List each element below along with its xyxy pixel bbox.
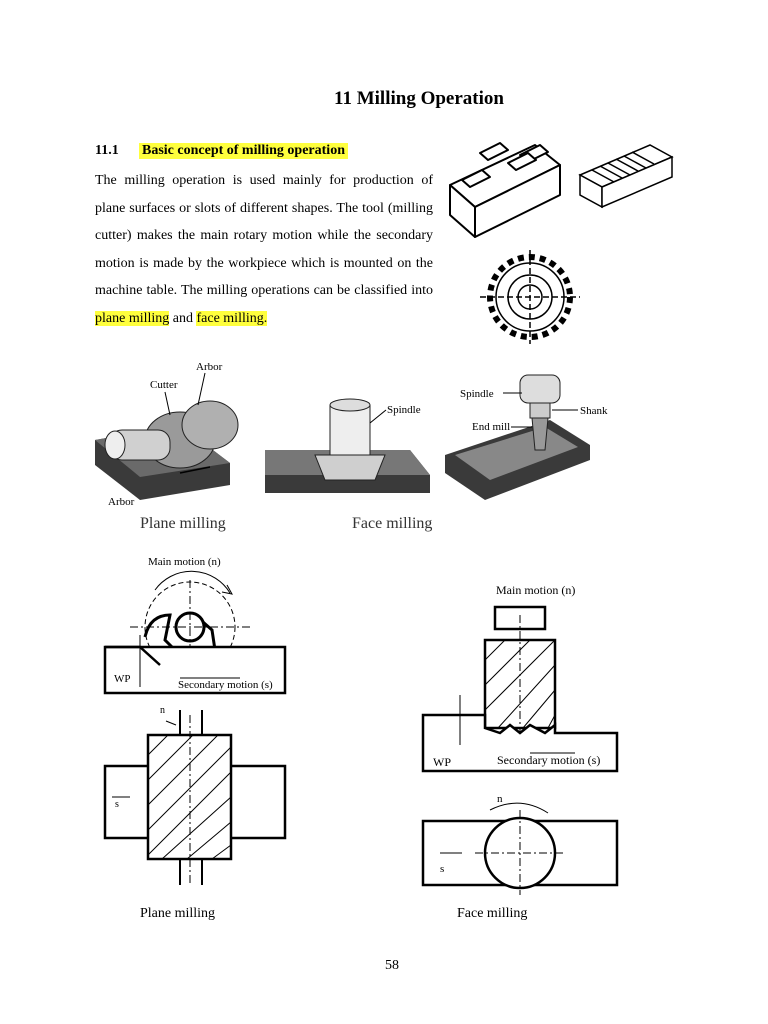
label-end-mill: End mill — [472, 421, 511, 433]
secondary-right: Secondary motion (s) — [497, 753, 601, 767]
plane-milling-illustration — [95, 401, 238, 500]
secondary-left: Secondary motion (s) — [178, 679, 273, 691]
wp-left: WP — [114, 673, 131, 685]
rotation-arrow-icon — [155, 571, 230, 593]
n-left: n — [160, 705, 165, 716]
label-cutter: Cutter — [150, 379, 178, 391]
label-shank: Shank — [580, 405, 608, 417]
page-number: 58 — [385, 958, 399, 973]
label-arbor-top: Arbor — [196, 361, 223, 373]
highlight-plane-milling: plane milling — [95, 310, 170, 326]
gear-icon — [480, 250, 580, 344]
grooved-block-icon — [580, 145, 672, 207]
main-motion-left: Main motion (n) — [148, 556, 221, 568]
label-arbor-bottom: Arbor — [108, 496, 135, 508]
workpiece-illustrations — [440, 135, 680, 345]
paragraph-and: and — [169, 310, 197, 326]
milling-technical-diagram — [0, 545, 768, 930]
highlight-face-milling: face milling. — [196, 310, 268, 326]
paragraph-text: The milling operation is used mainly for production of plane surfaces or slots of different shapes. The tool (milling cutter) makes the main rotary motion while the secondary motion is made by the workpiece which is mounted on the machine table. The milling operations can be classified into — [95, 173, 433, 299]
caption-plane-diagram: Plane milling — [140, 906, 216, 921]
slotted-block-icon — [450, 143, 560, 237]
caption-plane-photo: Plane milling — [140, 515, 226, 532]
s-left: s — [115, 799, 119, 810]
section-title: Basic concept of milling operation — [139, 143, 348, 159]
caption-face-photo: Face milling — [352, 515, 433, 532]
label-spindle-right: Spindle — [460, 388, 494, 400]
page-title: 11 Milling Operation — [334, 88, 504, 109]
s-right: s — [440, 863, 445, 875]
caption-face-diagram: Face milling — [457, 906, 528, 921]
wp-right: WP — [433, 755, 451, 769]
n-right: n — [497, 793, 503, 805]
section-number: 11.1 — [95, 143, 119, 158]
label-spindle-mid: Spindle — [387, 404, 421, 416]
main-motion-right: Main motion (n) — [496, 583, 576, 597]
milling-photo-figure — [90, 355, 690, 540]
body-paragraph — [95, 167, 433, 333]
